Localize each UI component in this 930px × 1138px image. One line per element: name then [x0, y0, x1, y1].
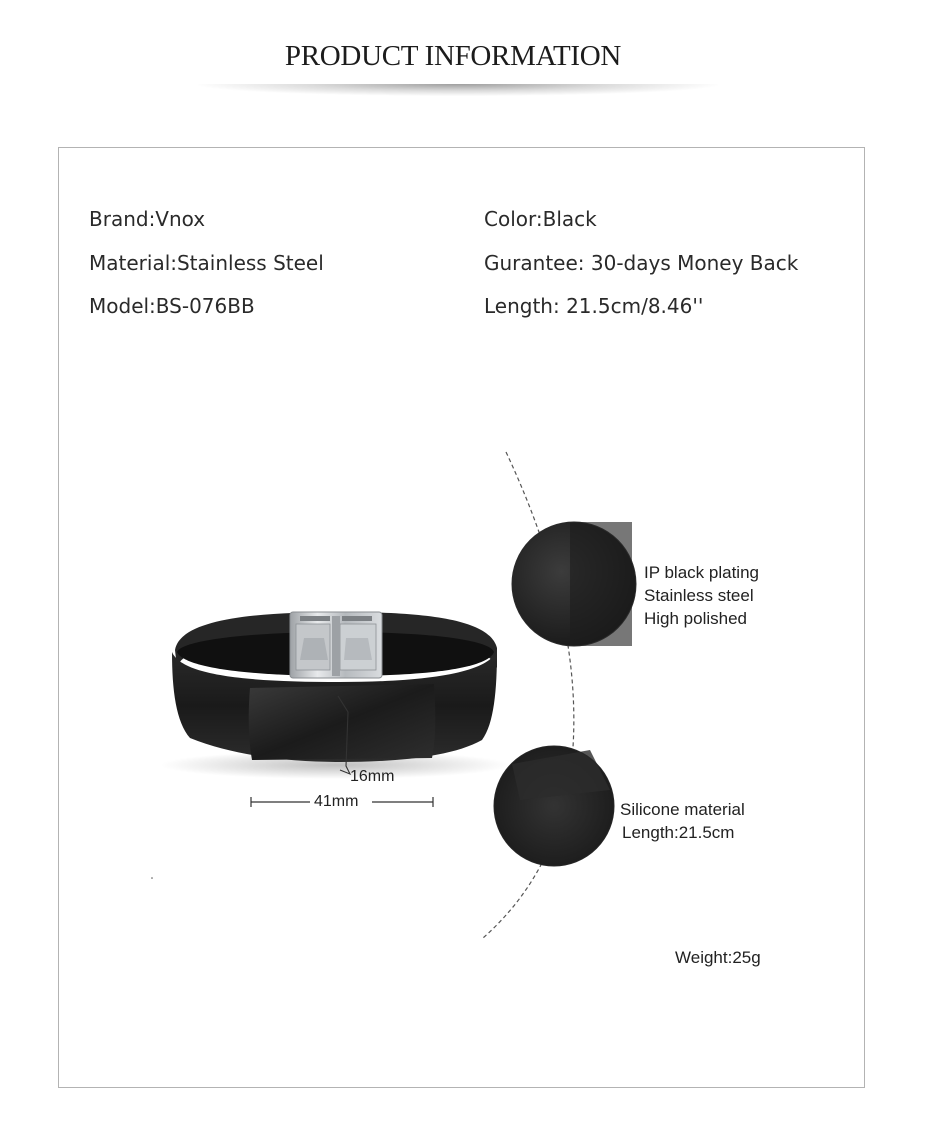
clasp — [290, 612, 382, 678]
length-dimension-label: 41mm — [314, 793, 359, 810]
plate-detail-circle — [512, 522, 636, 646]
page-title: PRODUCT INFORMATION — [284, 40, 622, 72]
band-callout — [620, 798, 745, 844]
plate-callout-line-3: High polished — [644, 609, 748, 628]
weight-label: Weight:25g — [675, 948, 761, 967]
spec-color: Color:Black — [484, 207, 597, 231]
plate-callout-line-1: IP black plating — [644, 563, 759, 582]
spec-model: Model:BS-076BB — [89, 294, 255, 318]
plate-callout — [644, 561, 759, 630]
band-callout-line-1: Silicone material — [620, 800, 745, 819]
spec-guarantee: Gurantee: 30-days Money Back — [484, 251, 799, 275]
speck — [151, 877, 153, 879]
spec-length: Length: 21.5cm/8.46'' — [484, 294, 704, 318]
band-callout-line-2: Length:21.5cm — [622, 823, 735, 842]
spec-brand: Brand:Vnox — [89, 207, 206, 231]
plate-callout-line-2: Stainless steel — [644, 586, 754, 605]
spec-material: Material:Stainless Steel — [89, 251, 324, 275]
width-dimension-label: 16mm — [350, 768, 395, 785]
front-plate — [249, 684, 436, 760]
band-detail-circle — [494, 746, 614, 866]
